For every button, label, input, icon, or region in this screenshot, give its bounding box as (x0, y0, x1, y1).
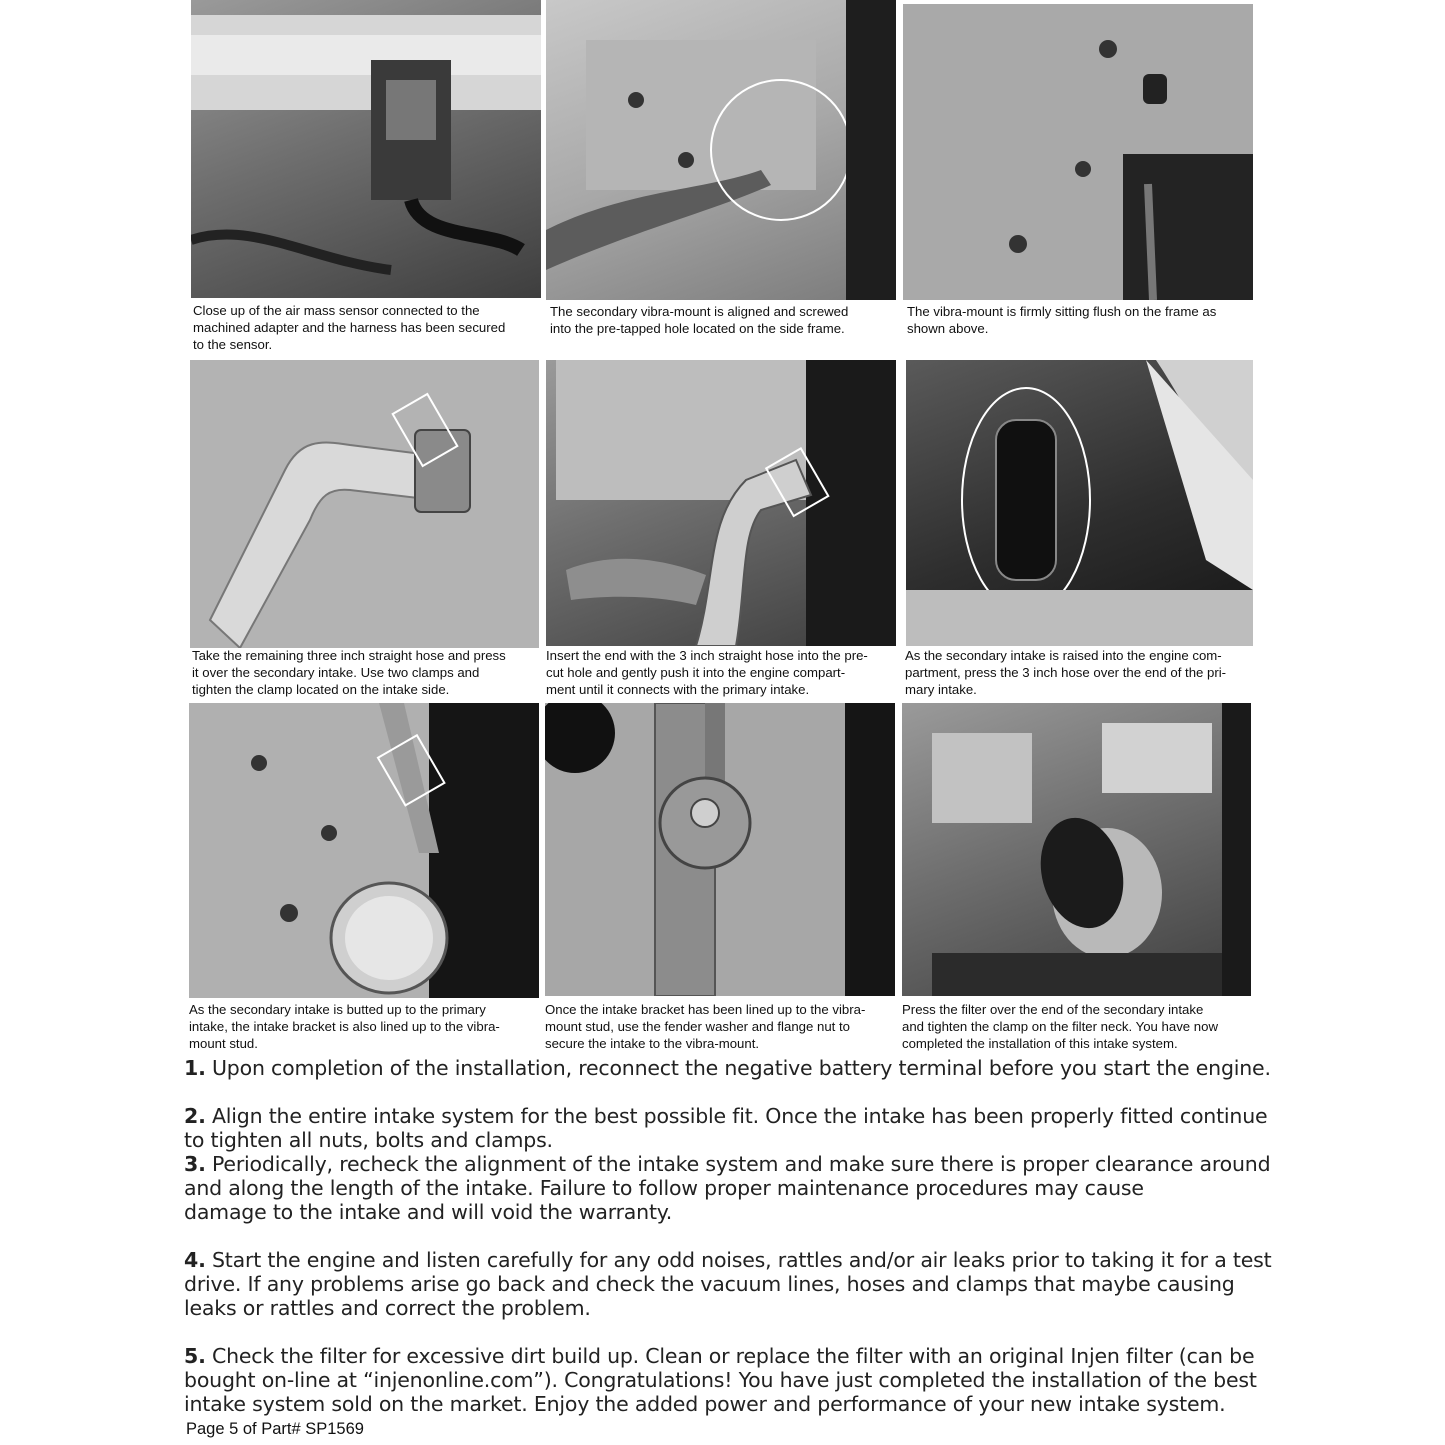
photo-caption: The vibra-mount is firmly sitting flush on the frame as shown above. (907, 304, 1217, 336)
photo-intake-butted-to-primary (189, 703, 539, 998)
photo-raise-into-engine-compartment (906, 360, 1253, 646)
step-number: 3. (184, 1152, 206, 1176)
step-text: Periodically, recheck the alignment of the intake system and make sure there is proper clearance around and along the length of the intake. Failure to follow proper maintenance procedures may cause damage to the intake and will void the warranty. (184, 1152, 1271, 1224)
photo-caption: Once the intake bracket has been lined up to the vibra- mount stud, use the fender washer and flange nut to secure the intake to the vibra-mount. (545, 1002, 866, 1051)
step-text: Upon completion of the installation, reconnect the negative battery terminal before you start the engine. (211, 1056, 1271, 1080)
photo-insert-hose-into-hole (546, 360, 896, 646)
step-number: 2. (184, 1104, 206, 1128)
photo-caption: The secondary vibra-mount is aligned and screwed into the pre-tapped hole located on the side frame. (550, 304, 849, 336)
step-text: Check the filter for excessive dirt build up. Clean or replace the filter with an original Injen filter (can be bought on-line at “injenonline.com”). Congratulations! You have just completed the installation of the best intake system sold on the market. Enjoy the added power and performance of your new intake system. (184, 1344, 1257, 1416)
step-text: Align the entire intake system for the best possible fit. Once the intake has been properly fitted continue to tighten all nuts, bolts and clamps. (184, 1104, 1268, 1152)
instruction-step-1 (184, 1056, 1271, 1080)
photo-caption: Take the remaining three inch straight hose and press it over the secondary intake. Use two clamps and tighten the clamp located on the intake side. (192, 648, 506, 697)
photo-bracket-to-vibra-mount (545, 703, 895, 996)
photo-air-mass-sensor (191, 0, 541, 298)
instruction-step-3 (184, 1152, 1270, 1224)
step-number: 5. (184, 1344, 206, 1368)
instruction-step-5 (184, 1344, 1257, 1416)
photo-caption: Insert the end with the 3 inch straight hose into the pre- cut hole and gently push it into the engine compart- ment until it connects with the primary intake. (546, 648, 868, 697)
step-text: Start the engine and listen carefully for any odd noises, rattles and/or air leaks prior to taking it for a test drive. If any problems arise go back and check the vacuum lines, hoses and clamps that maybe causing leaks or rattles and correct the problem. (184, 1248, 1272, 1320)
photo-vibra-mount-flush (903, 4, 1253, 300)
step-number: 4. (184, 1248, 206, 1272)
step-number: 1. (184, 1056, 206, 1080)
photo-hose-on-secondary-intake (190, 360, 539, 648)
photo-filter-installed (902, 703, 1251, 996)
photo-caption: Close up of the air mass sensor connected to the machined adapter and the harness has been secured to the sensor. (193, 303, 506, 352)
photo-vibra-mount-screwed (546, 0, 896, 300)
photo-caption: Press the filter over the end of the secondary intake and tighten the clamp on the filter neck. You have now completed the installation of this intake system. (902, 1002, 1218, 1051)
page-footer: Page 5 of Part# SP1569 (186, 1420, 364, 1438)
photo-caption: As the secondary intake is butted up to the primary intake, the intake bracket is also lined up to the vibra- mount stud. (189, 1002, 500, 1051)
instruction-step-2 (184, 1104, 1267, 1152)
photo-caption: As the secondary intake is raised into the engine com- partment, press the 3 inch hose over the end of the pri- mary intake. (905, 648, 1227, 697)
instruction-step-4 (184, 1248, 1271, 1320)
